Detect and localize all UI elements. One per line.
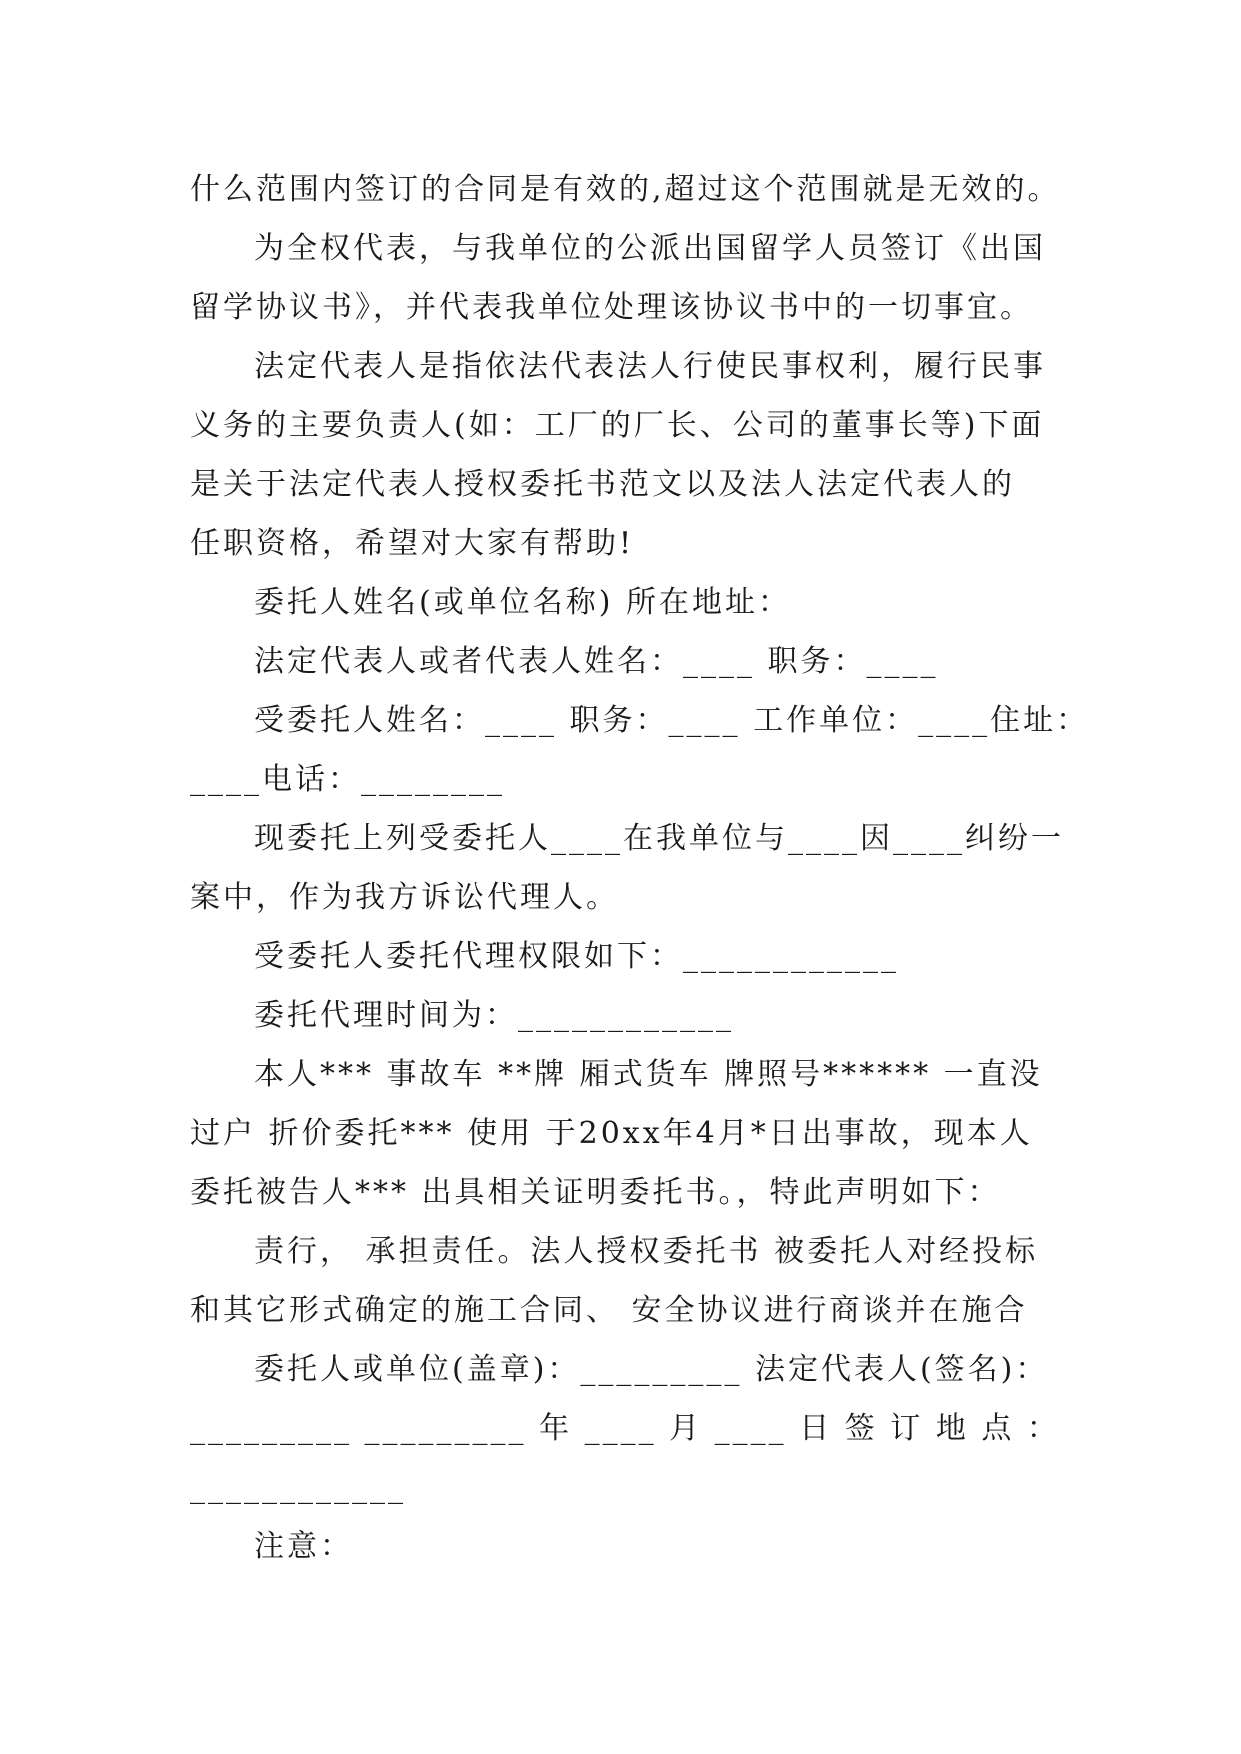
text-line: 委托人姓名(或单位名称) 所在地址：	[254, 585, 791, 620]
text-line: ____________	[190, 1470, 406, 1505]
text-line: _________ _________ 年 ____ 月 ____ 日 签 订 地 点 ：	[190, 1411, 1060, 1446]
text-line: 注意：	[254, 1529, 353, 1564]
text-line: 本人*** 事故车 **牌 厢式货车 牌照号****** 一直没	[254, 1057, 1043, 1092]
text-line: 和其它形式确定的施工合同、 安全协议进行商谈并在施合	[190, 1293, 1028, 1328]
text-line: 受委托人委托代理权限如下：____________	[254, 939, 899, 974]
text-line: 法定代表人是指依法代表法人行使民事权利，履行民事	[254, 349, 1046, 384]
document-page	[190, 160, 1090, 1576]
text-line: 委托被告人*** 出具相关证明委托书。，特此声明如下：	[190, 1175, 1001, 1210]
text-line: ____电话：________	[190, 762, 505, 797]
text-line: 案中，作为我方诉讼代理人。	[190, 880, 619, 915]
text-line: 责行， 承担责任。法人授权委托书 被委托人对经投标	[254, 1234, 1039, 1269]
text-line: 为全权代表，与我单位的公派出国留学人员签订《出国	[254, 231, 1046, 266]
text-line: 是关于法定代表人授权委托书范文以及法人法定代表人的	[190, 467, 1015, 502]
text-line: 什么范围内签订的合同是有效的,超过这个范围就是无效的。	[190, 172, 1061, 207]
text-line: 现委托上列受委托人____在我单位与____因____纠纷一	[254, 821, 1064, 856]
text-line: 过户 折价委托*** 使用 于20xx年4月*日出事故，现本人	[190, 1116, 1033, 1151]
text-line: 委托人或单位(盖章)：_________ 法定代表人(签名)：	[254, 1352, 1049, 1387]
text-line: 法定代表人或者代表人姓名：____ 职务：____	[254, 644, 939, 679]
text-line: 义务的主要负责人(如：工厂的厂长、公司的董事长等)下面	[190, 408, 1045, 443]
text-line: 任职资格，希望对大家有帮助!	[190, 526, 635, 561]
text-line: 委托代理时间为：____________	[254, 998, 734, 1033]
text-line: 受委托人姓名：____ 职务：____ 工作单位：____住址：	[254, 703, 1090, 738]
text-line: 留学协议书》，并代表我单位处理该协议书中的一切事宜。	[190, 290, 1033, 325]
